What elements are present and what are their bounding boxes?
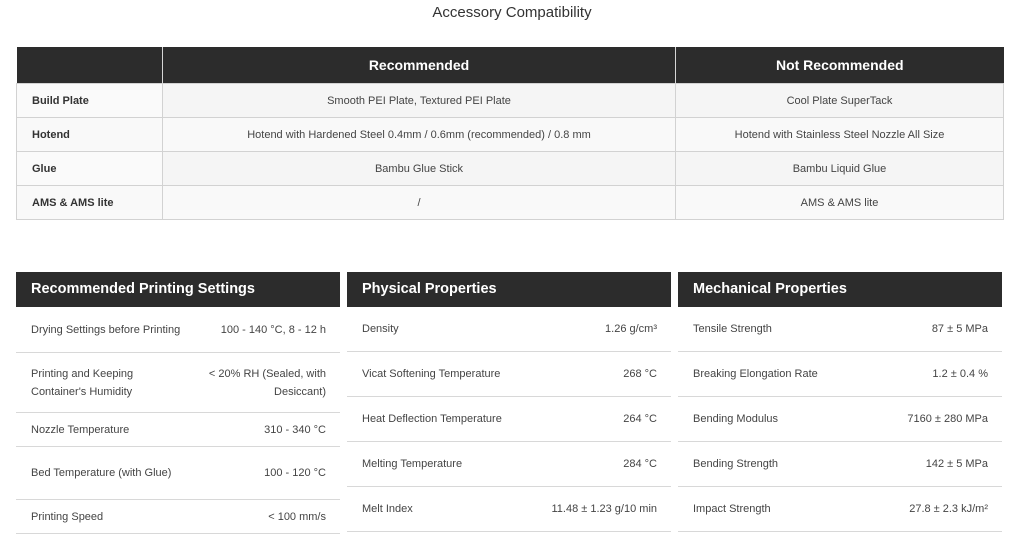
recommended-cell: Hotend with Hardened Steel 0.4mm / 0.6mm (recommended) / 0.8 mm bbox=[163, 118, 676, 152]
list-item bbox=[16, 500, 340, 534]
property-value: 100 - 140 °C, 8 - 12 h bbox=[220, 323, 326, 336]
list-item bbox=[16, 353, 340, 413]
table-row bbox=[17, 84, 1004, 118]
recommended-cell: Smooth PEI Plate, Textured PEI Plate bbox=[163, 84, 676, 118]
property-value: 264 °C bbox=[623, 413, 657, 425]
list-item bbox=[678, 352, 1002, 397]
list-item bbox=[347, 352, 671, 397]
property-key: Melt Index bbox=[362, 503, 413, 515]
property-value: < 20% RH (Sealed, with Desiccant) bbox=[208, 367, 326, 398]
not-recommended-cell: Bambu Liquid Glue bbox=[676, 152, 1004, 186]
property-key: Density bbox=[362, 323, 399, 335]
property-key: Printing and Keeping Container's Humidity bbox=[31, 367, 134, 398]
not-recommended-cell: Cool Plate SuperTack bbox=[676, 84, 1004, 118]
property-value: 310 - 340 °C bbox=[264, 423, 326, 436]
list-item bbox=[16, 307, 340, 353]
property-value: 142 ± 5 MPa bbox=[925, 458, 988, 470]
row-label: Glue bbox=[17, 152, 163, 186]
list-item bbox=[678, 397, 1002, 442]
property-key: Drying Settings before Printing bbox=[31, 323, 181, 336]
list-item bbox=[678, 442, 1002, 487]
header-recommended: Recommended bbox=[163, 47, 676, 84]
property-value: < 100 mm/s bbox=[268, 510, 326, 523]
property-key: Heat Deflection Temperature bbox=[362, 413, 502, 425]
list-item bbox=[347, 487, 671, 532]
property-value: 11.48 ± 1.23 g/10 min bbox=[551, 503, 657, 515]
property-value: 1.26 g/cm³ bbox=[605, 323, 657, 335]
property-key: Tensile Strength bbox=[693, 323, 772, 335]
panel-title: Recommended Printing Settings bbox=[16, 272, 340, 307]
property-key: Melting Temperature bbox=[362, 458, 463, 470]
list-item bbox=[16, 447, 340, 500]
property-key: Bending Strength bbox=[693, 458, 779, 470]
property-key: Bending Modulus bbox=[693, 413, 779, 425]
list-item bbox=[347, 397, 671, 442]
property-value: 268 °C bbox=[623, 368, 657, 380]
not-recommended-cell: Hotend with Stainless Steel Nozzle All Size bbox=[676, 118, 1004, 152]
property-key: Printing Speed bbox=[31, 510, 104, 523]
property-key: Nozzle Temperature bbox=[31, 423, 130, 436]
list-item bbox=[678, 487, 1002, 532]
property-key: Vicat Softening Temperature bbox=[362, 368, 501, 380]
list-item bbox=[347, 307, 671, 352]
physical-properties-panel bbox=[347, 272, 671, 532]
header-empty bbox=[17, 47, 163, 84]
row-label: AMS & AMS lite bbox=[17, 186, 163, 220]
recommended-cell: Bambu Glue Stick bbox=[163, 152, 676, 186]
panel-title: Mechanical Properties bbox=[678, 272, 1002, 307]
property-key: Bed Temperature (with Glue) bbox=[31, 467, 172, 479]
property-value: 7160 ± 280 MPa bbox=[907, 413, 988, 425]
table-row bbox=[17, 186, 1004, 220]
compatibility-table bbox=[16, 47, 1004, 220]
property-value: 87 ± 5 MPa bbox=[931, 323, 988, 335]
property-value: 100 - 120 °C bbox=[264, 467, 326, 479]
page-title: Accessory Compatibility bbox=[432, 4, 592, 21]
property-value: 284 °C bbox=[623, 458, 657, 470]
table-row bbox=[17, 152, 1004, 186]
mechanical-properties-panel bbox=[678, 272, 1002, 532]
table-header-row bbox=[17, 47, 1004, 84]
property-value: 1.2 ± 0.4 % bbox=[932, 368, 988, 380]
list-item bbox=[678, 307, 1002, 352]
header-not-recommended: Not Recommended bbox=[676, 47, 1004, 84]
property-key: Breaking Elongation Rate bbox=[693, 368, 818, 380]
printing-settings-panel bbox=[16, 272, 340, 534]
list-item bbox=[16, 413, 340, 447]
recommended-cell: / bbox=[163, 186, 676, 220]
row-label: Hotend bbox=[17, 118, 163, 152]
not-recommended-cell: AMS & AMS lite bbox=[676, 186, 1004, 220]
property-key: Impact Strength bbox=[693, 503, 771, 515]
row-label: Build Plate bbox=[17, 84, 163, 118]
panel-title: Physical Properties bbox=[347, 272, 671, 307]
property-value: 27.8 ± 2.3 kJ/m² bbox=[909, 503, 988, 515]
list-item bbox=[347, 442, 671, 487]
table-row bbox=[17, 118, 1004, 152]
